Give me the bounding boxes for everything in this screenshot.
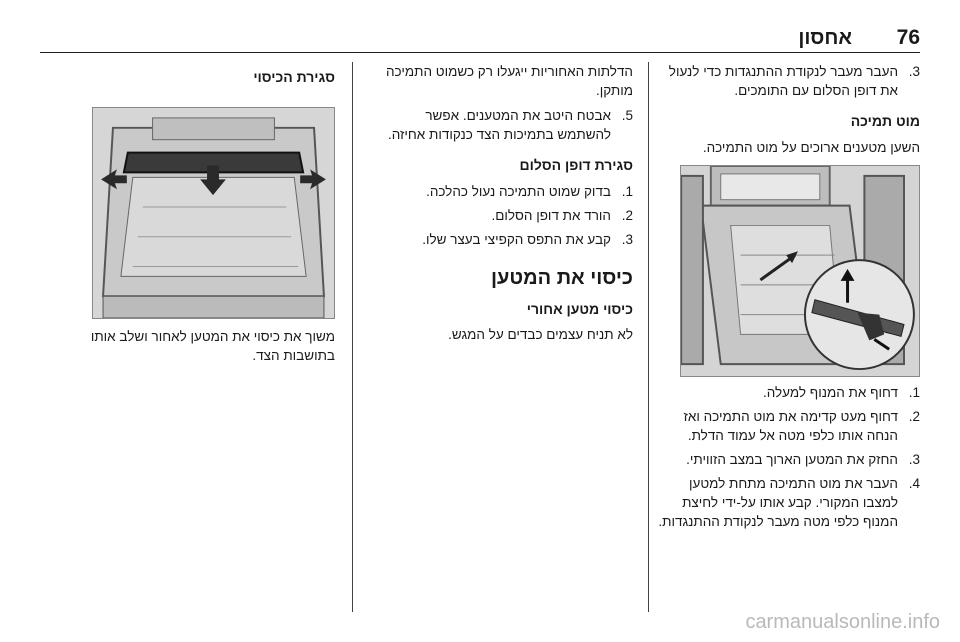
list-item: .3 העבר מעבר לנקודת ההתנגדות כדי לנעול את דופן הסלום עם התומכים. — [668, 64, 920, 98]
right-column — [655, 62, 920, 536]
list-item: .1 בדוק שמוט התמיכה נעול כהלכה. — [426, 184, 633, 199]
column-divider-right — [648, 62, 649, 612]
left-column — [45, 62, 335, 365]
middle-column — [371, 62, 633, 344]
list-item: .4 העבר את מוט התמיכה מתחת למטען למצבו המקורי. קבע אותו על-ידי לחיצת המנוף כלפי מטה מעבר לנקודת ההתנגדות. — [658, 476, 920, 529]
watermark: carmanualsonline.info — [745, 611, 940, 633]
continued-text: הדלתות האחוריות ייגעלו רק כשמוט התמיכה מותקן. — [386, 64, 633, 98]
chapter-title: כיסוי את המטען — [490, 267, 633, 289]
list-item: .3 קבע את התפס הקפיצי בעצר שלו. — [422, 232, 633, 247]
column-divider-left — [352, 62, 353, 612]
page-title: אחסון — [798, 27, 852, 49]
list-item: .1 דחוף את המנוף למעלה. — [762, 385, 920, 400]
support-bar-image — [681, 166, 919, 376]
cargo-cover-image — [93, 108, 334, 318]
list-item: .2 דחוף מעט קדימה את מוט התמיכה ואז הנחה אותו כלפי מטה אל עמוד הדלת. — [683, 409, 920, 443]
figure-caption: משוך את כיסוי את המטען לאחור ושלב אותו בתושבות הצד. — [90, 329, 335, 363]
note-text: לא תניח עצמים כבדים על המגש. — [448, 327, 633, 342]
header-divider — [40, 52, 920, 53]
list-item: .3 החזק את המטען הארוך במצב הזוויתי. — [686, 452, 920, 467]
subsection-title: כיסוי מטען אחורי — [526, 301, 633, 317]
list-item: .5 אבטח היטב את המטענים. אפשר להשתמש בתמיכות הצד כנקודות אחיזה. — [388, 108, 633, 142]
page-number: 76 — [896, 26, 920, 49]
support-bar-illustration — [680, 165, 920, 377]
section-title-close-side: סגירת דופן הסלום — [519, 157, 633, 173]
section-title-close-cover: סגירת הכיסוי — [253, 69, 335, 85]
list-item: .2 הורד את דופן הסלום. — [491, 208, 633, 223]
section-intro: השען מטענים ארוכים על מוט התמיכה. — [702, 140, 920, 155]
section-title-support-bar: מוט תמיכה — [850, 113, 920, 129]
cargo-cover-illustration — [92, 107, 335, 319]
page-header — [40, 26, 920, 50]
